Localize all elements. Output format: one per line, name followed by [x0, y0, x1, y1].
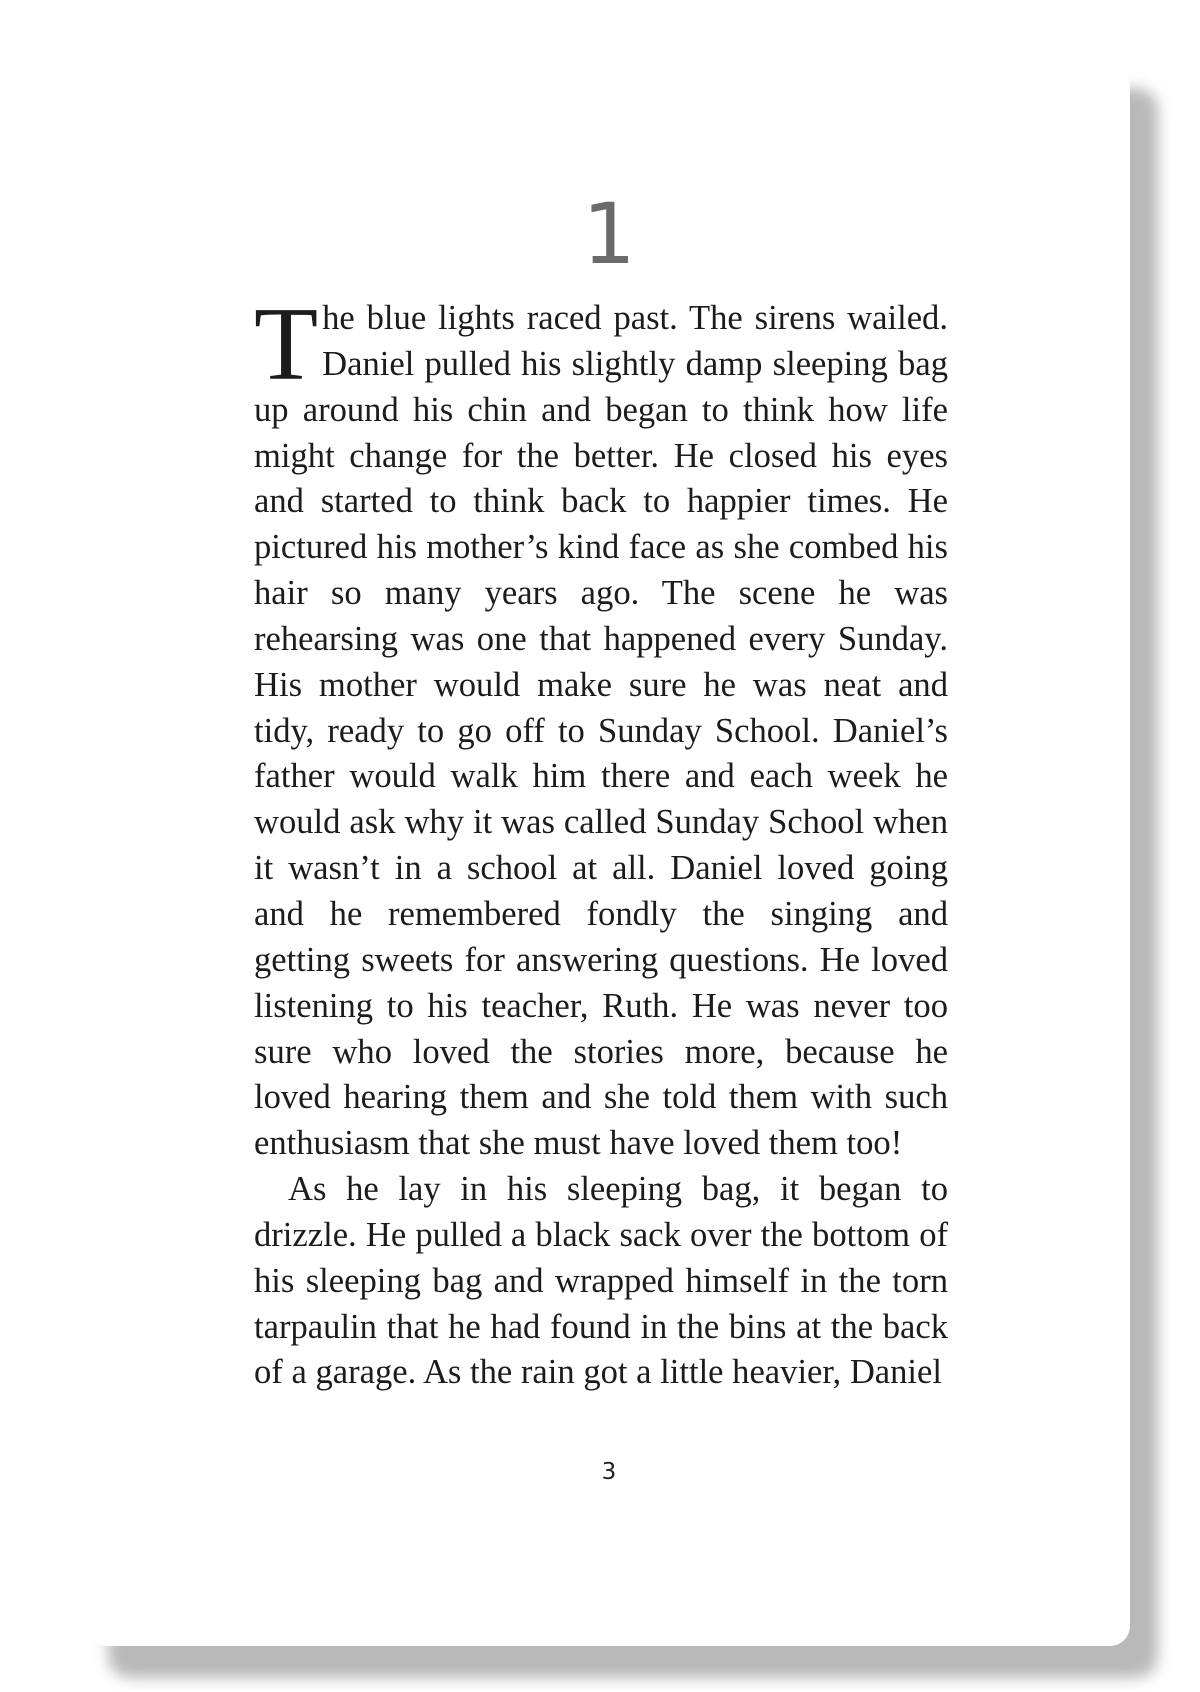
- book-page: [88, 66, 1130, 1646]
- paragraph-2: As he lay in his sleeping bag, it began to drizzle. He pulled a black sack over the bottom of his sleeping bag and wrapped himself in the torn tarpaulin that he had found in the bins at the back of a garage. As the rain got a little heavier, Daniel: [254, 1170, 948, 1392]
- body-text: [254, 285, 948, 1396]
- paragraph-1: [254, 285, 948, 1167]
- paragraph-1-text: he blue lights raced past. The sirens wailed. Daniel pulled his slightly damp sleeping bag up around his chin and began to think how life might change for the better. He closed his eyes and started to think back to happier times. He pictured his mother’s kind face as she combed his hair so many years ago. The scene he was rehearsing was one that happened every Sunday. His mother would make sure he was neat and tidy, ready to go off to Sunday School. Daniel’s father would walk him there and each week he would ask why it was called Sunday School when it wasn’t in a school at all. Daniel loved going and he remembered fondly the singing and getting sweets for answering questions. He loved listening to his teacher, Ruth. He was never too sure who loved the stories more, because he loved hearing them and she told them with such enthusiasm that she must have loved them too!: [254, 299, 948, 1163]
- chapter-number: 1: [582, 185, 636, 283]
- drop-cap: T: [254, 285, 319, 402]
- page-number: 3: [601, 1459, 617, 1485]
